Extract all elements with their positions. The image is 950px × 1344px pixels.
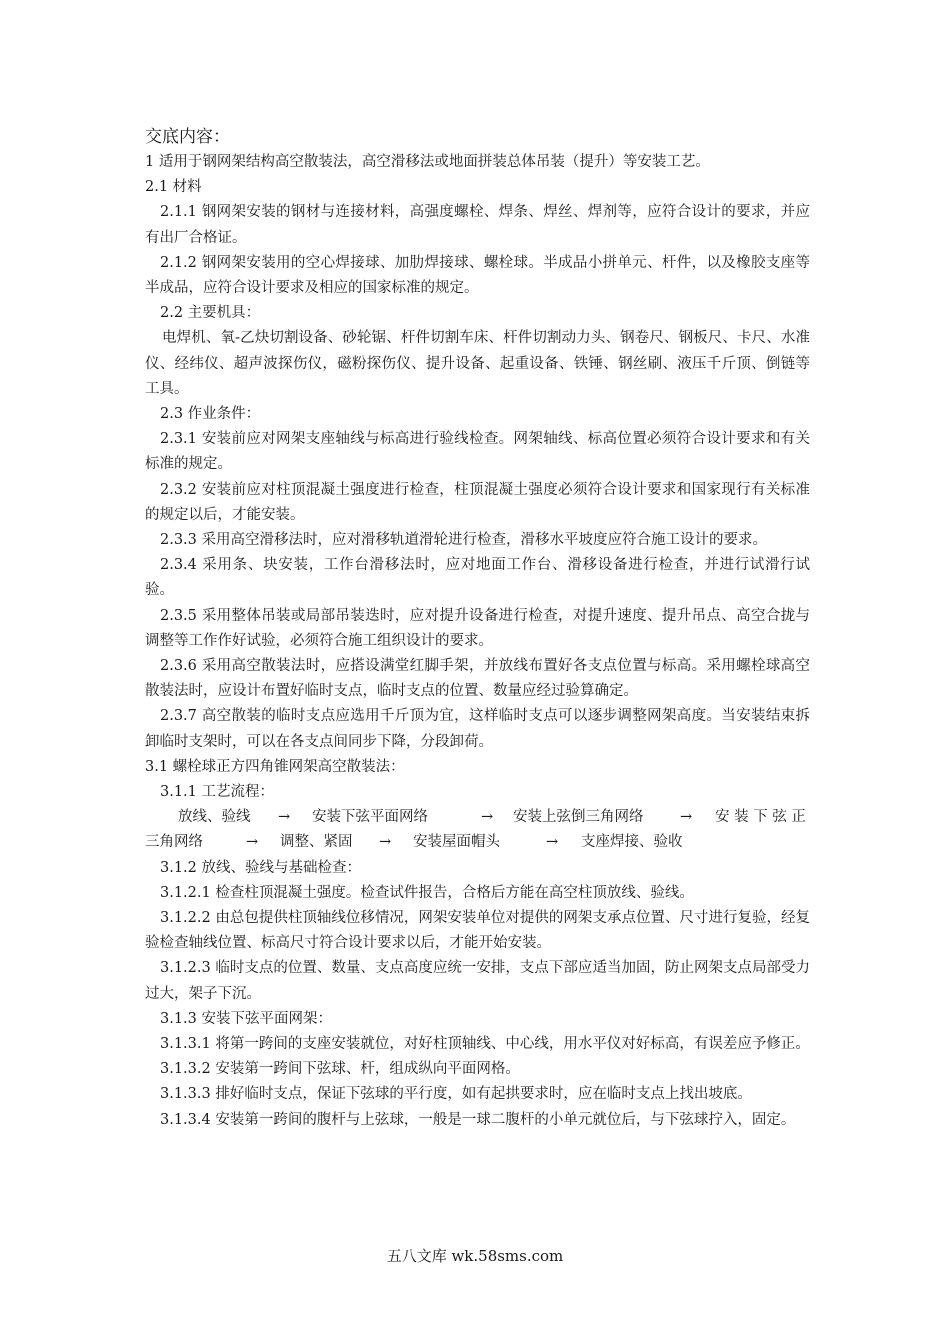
arrow-icon: →	[278, 809, 291, 826]
paragraph-2-3-6: 2.3.6 采用高空散装法时，应搭设满堂红脚手架，并放线布置好各支点位置与标高。采用螺栓球高空散装法时，应设计布置好临时支点，临时支点的位置、数量应经过验算确定。	[145, 658, 810, 700]
subheading-3-1: 3.1 螺栓球正方四角锥网架高空散装法：	[145, 758, 405, 775]
paragraph-3-1-2-1: 3.1.2.1 检查柱顶混凝土强度。检查试件报告，合格后方能在高空柱顶放线、验线。	[160, 884, 694, 901]
section-heading: 交底内容：	[145, 127, 230, 147]
paragraph-2-3-4: 2.3.4 采用条、块安装，工作台滑移法时，应对地面工作台、滑移设备进行检查，并进行试滑行试验。	[145, 557, 810, 599]
flow-step: 放线、验线	[178, 809, 251, 826]
paragraph-2-3-7: 2.3.7 高空散装的临时支点应选用千斤顶为宜，这样临时支点可以逐步调整网架高度。当安装结束拆卸临时支架时，可以在各支点间同步下降，分段卸荷。	[145, 708, 810, 750]
flow-step: 三角网络	[145, 834, 203, 851]
flow-step: 调整、紧固	[280, 834, 353, 851]
paragraph-2-3-2: 2.3.2 安装前应对柱顶混凝土强度进行检查，柱顶混凝土强度必须符合设计要求和国家现行有关标准的规定以后，才能安装。	[145, 481, 810, 523]
paragraph-2-3-1: 2.3.1 安装前应对网架支座轴线与标高进行验线检查。网架轴线、标高位置必须符合设计要求和有关标准的规定。	[145, 431, 810, 473]
flow-step: 安装屋面帽头	[413, 834, 500, 851]
flow-step: 安 装 下 弦 正	[715, 809, 806, 826]
paragraph-2-3-3: 2.3.3 采用高空滑移法时，应对滑移轨道滑轮进行检查，滑移水平坡度应符合施工设计的要求。	[160, 532, 767, 549]
paragraph-3-1-3-4: 3.1.3.4 安装第一跨间的腹杆与上弦球，一般是一球二腹杆的小单元就位后，与下弦球拧入，固定。	[160, 1111, 796, 1128]
flow-step: 安装下弦平面网络	[312, 809, 428, 826]
paragraph-equipment-list: 电焊机、氧-乙炔切割设备、砂轮锯、杆件切割车床、杆件切割动力头、钢卷尺、钢板尺、卡尺、水准仪、经纬仪、超声波探伤仪，磁粉探伤仪、提升设备、起重设备、铁锤、钢丝刷、液压千斤顶、倒链等工具。	[145, 330, 810, 397]
arrow-icon: →	[680, 809, 693, 826]
arrow-icon: →	[246, 834, 259, 851]
arrow-icon: →	[379, 834, 392, 851]
paragraph-3-1-2-2: 3.1.2.2 由总包提供柱顶轴线位移情况，网架安装单位对提供的网架支承点位置、尺寸进行复验，经复验检查轴线位置、标高尺寸符合设计要求以后，才能开始安装。	[145, 910, 810, 952]
process-flow-line-1	[145, 805, 810, 830]
footer-watermark: 五八文库 wk.58sms.com	[386, 1247, 564, 1265]
process-flow-line-2	[145, 830, 810, 855]
subheading-materials: 2.1 材料	[145, 179, 202, 196]
paragraph-3-1-2-3: 3.1.2.3 临时支点的位置、数量、支点高度应统一安排，支点下部应适当加固，防止网架支点局部受力过大，架子下沉。	[145, 960, 810, 1002]
arrow-icon: →	[546, 834, 559, 851]
subheading-3-1-2: 3.1.2 放线、验线与基础检查：	[160, 859, 362, 876]
paragraph-2-3-5: 2.3.5 采用整体吊装或局部吊装迭时，应对提升设备进行检查，对提升速度、提升吊点、高空合拢与调整等工作作好试验，必须符合施工组织设计的要求。	[145, 607, 810, 649]
subheading-equipment: 2.2 主要机具：	[160, 305, 261, 322]
subheading-process-flow: 3.1.1 工艺流程：	[160, 784, 275, 801]
paragraph-scope: 1 适用于钢网架结构高空散装法，高空滑移法或地面拼装总体吊装（提升）等安装工艺。	[145, 154, 710, 170]
paragraph-2-1-2: 2.1.2 钢网架安装用的空心焊接球、加肋焊接球、螺栓球。半成品小拼单元、杆件，以及橡胶支座等半成品，应符合设计要求及相应的国家标准的规定。	[145, 254, 810, 297]
document-body	[145, 124, 810, 1133]
paragraph-2-1-1: 2.1.1 钢网架安装的钢材与连接材料，高强度螺栓、焊条、焊丝、焊剂等，应符合设计的要求，并应有出厂合格证。	[145, 204, 810, 246]
paragraph-3-1-3-1: 3.1.3.1 将第一跨间的支座安装就位，对好柱顶轴线、中心线，用水平仪对好标高，有误差应予修正。	[160, 1036, 810, 1053]
flow-step: 安装上弦倒三角网络	[513, 809, 644, 826]
subheading-work-conditions: 2.3 作业条件：	[160, 406, 261, 423]
arrow-icon: →	[481, 809, 494, 826]
paragraph-3-1-3-2: 3.1.3.2 安装第一跨间下弦球、杆，组成纵向平面网格。	[160, 1061, 520, 1078]
subheading-3-1-3: 3.1.3 安装下弦平面网架：	[160, 1010, 333, 1027]
flow-step: 支座焊接、验收	[581, 834, 683, 851]
paragraph-3-1-3-3: 3.1.3.3 排好临时支点，保证下弦球的平行度，如有起拱要求时，应在临时支点上找出坡底。	[160, 1086, 752, 1103]
